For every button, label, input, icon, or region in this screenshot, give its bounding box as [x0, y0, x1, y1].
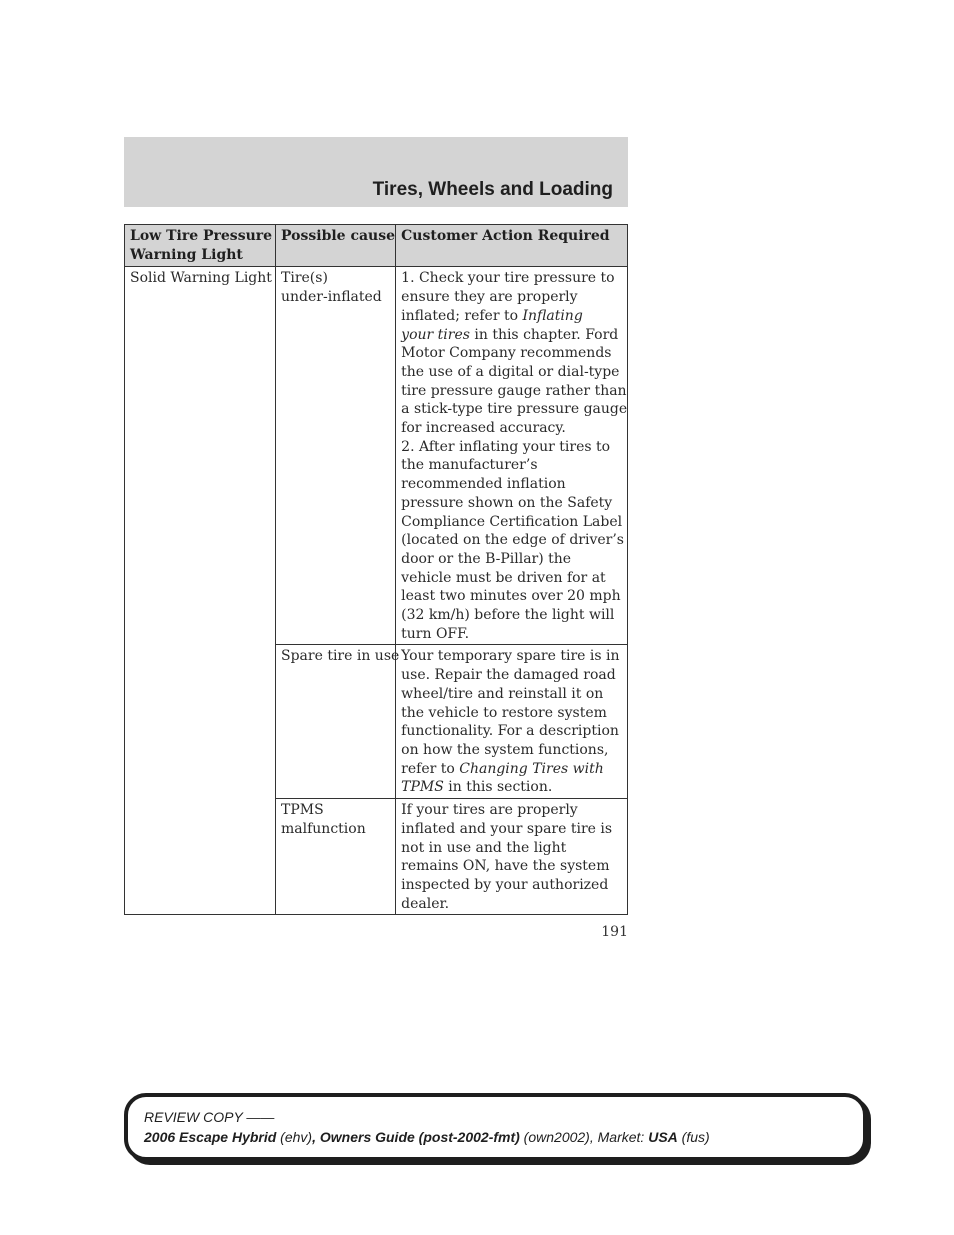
cause-cell: Tire(s) under-inflated [276, 267, 396, 645]
cause-cell: Spare tire in use [276, 645, 396, 799]
manual-reference: Changing Tires with [459, 760, 604, 777]
table-row [125, 267, 628, 645]
cause-cell: TPMS malfunction [276, 799, 396, 915]
warning-light-cell: Solid Warning Light [125, 267, 276, 915]
header-warning-light: Low Tire Pressure Warning Light [125, 225, 276, 267]
document-info: 2006 Escape Hybrid (ehv), Owners Guide (post-2002-fmt) (own2002), Market: USA (fus) [144, 1129, 710, 1145]
section-header-band [124, 137, 628, 207]
table-header-row [125, 225, 628, 267]
vehicle-code: (ehv) [276, 1129, 313, 1145]
market-name: USA [648, 1129, 678, 1145]
market-code: (fus) [677, 1129, 710, 1145]
vehicle-name: 2006 Escape Hybrid [144, 1129, 277, 1145]
action-cell: 1. Check your tire pressure to ensure they are properly inflated; refer to Inflating your tires in this chapter. Ford Motor Company recommends the use of a digital or dial-type tire pressure gauge rather than a stick-type tire pressure gauge for increased accuracy. 2. After inflating your tires to the manufacturer’s recommended inflation pressure shown on the Safety Compliance Certification Label (located on the edge of driver’s door or the B-Pillar) the vehicle must be driven for at least two minutes over 20 mph (32 km/h) before the light will turn OFF. [396, 267, 628, 645]
manual-reference: Inflating [522, 307, 583, 324]
manual-reference: your tires [401, 326, 470, 343]
header-possible-cause: Possible cause [276, 225, 396, 267]
action-cell: If your tires are properly inflated and your spare tire is not in use and the light remains ON, have the system inspected by your authorized dealer. [396, 799, 628, 915]
manual-reference: TPMS [401, 779, 444, 796]
header-customer-action: Customer Action Required [396, 225, 628, 267]
review-copy-label: REVIEW COPY —— [144, 1109, 275, 1125]
guide-code: (own2002) [519, 1129, 590, 1145]
guide-name: Owners Guide (post-2002-fmt) [319, 1129, 520, 1145]
tpms-warning-table [124, 224, 628, 915]
page-number: 191 [601, 924, 628, 940]
action-cell: Your temporary spare tire is in use. Repair the damaged road wheel/tire and reinstall it on the vehicle to restore system functionality. For a description on how the system functions, refer to Changing Tires with TPMS in this section. [396, 645, 628, 799]
section-title: Tires, Wheels and Loading [372, 179, 613, 200]
review-copy-footer [124, 1093, 867, 1161]
